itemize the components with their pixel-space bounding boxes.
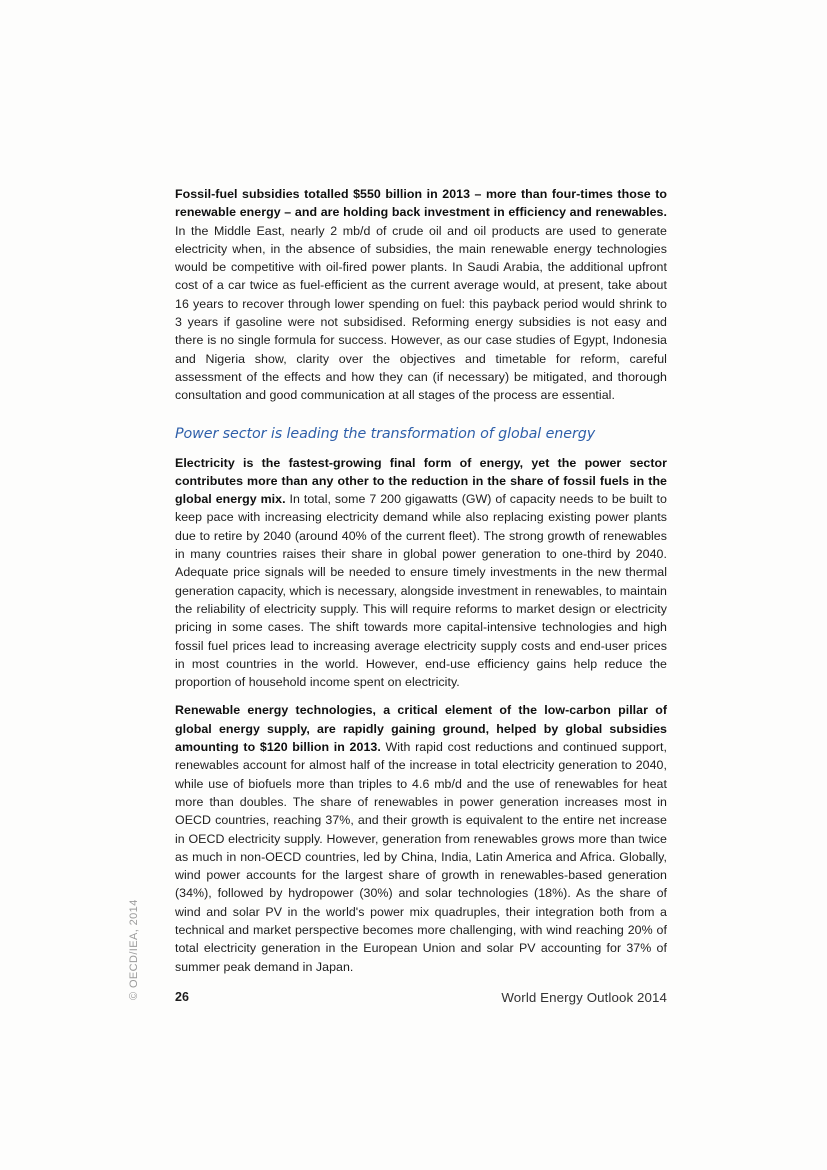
page-footer — [175, 990, 667, 1010]
paragraph-fossil-fuel-subsidies — [175, 185, 667, 405]
publication-title: World Energy Outlook 2014 — [501, 990, 667, 1005]
paragraph-lead: Renewable energy technologies, a critical element of the low-carbon pillar of global energy supply, are rapidly gaining ground, helped by global subsidies amounting to $120 billion in 2013. — [175, 703, 667, 755]
paragraph-lead: Electricity is the fastest-growing final form of energy, yet the power sector contributes more than any other to the reduction in the share of fossil fuels in the global energy mix. — [175, 455, 667, 507]
main-content — [175, 185, 667, 986]
copyright-margin-note: © OECD/IEA, 2014 — [128, 899, 140, 1000]
paragraph-electricity — [175, 454, 667, 692]
paragraph-body: In total, some 7 200 gigawatts (GW) of capacity needs to be built to keep pace with increasing electricity demand while also replacing existing power plants due to retire by 2040 (around 40% of the current fleet). The strong growth of renewables in many countries raises their share in global power generation to one-third by 2040. Adequate price signals will be needed to ensure timely investments in the new thermal generation capacity, which is necessary, alongside investment in renewables, to maintain the reliability of electricity supply. This will require reforms to market design or electricity pricing in some cases. The shift towards more capital-intensive technologies and high fossil fuel prices lead to increasing average electricity supply costs and end-user prices in most countries in the world. However, end-use efficiency gains help reduce the proportion of household income spent on electricity. — [175, 492, 667, 690]
section-heading: Power sector is leading the transformation of global energy — [175, 425, 596, 442]
paragraph-body: With rapid cost reductions and continued support, renewables account for almost half of the increase in total electricity generation to 2040, while use of biofuels more than triples to 4.6 mb/d and the use of renewables for heat more than doubles. The share of renewables in power generation increases most in OECD countries, reaching 37%, and their growth is equivalent to the entire net increase in OECD electricity supply. However, generation from renewables grows more than twice as much in non-OECD countries, led by China, India, Latin America and Africa. Globally, wind power accounts for the largest share of growth in renewables-based generation (34%), followed by hydropower (30%) and solar technologies (18%). As the share of wind and solar PV in the world's power mix quadruples, their integration both from a technical and market perspective becomes more challenging, with wind reaching 20% of total electricity generation in the European Union and solar PV accounting for 37% of summer peak demand in Japan. — [175, 740, 667, 974]
paragraph-lead: Fossil-fuel subsidies totalled $550 billion in 2013 – more than four-times those to renewable energy – and are holding back investment in efficiency and renewables. — [175, 187, 667, 220]
page-number: 26 — [175, 990, 189, 1004]
paragraph-body: In the Middle East, nearly 2 mb/d of crude oil and oil products are used to generate electricity when, in the absence of subsidies, the main renewable energy technologies would be competitive with oil-fired power plants. In Saudi Arabia, the additional upfront cost of a car twice as fuel-efficient as the current average would, at present, take about 16 years to recover through lower spending on fuel: this payback period would shrink to 3 years if gasoline were not subsidised. Reforming energy subsidies is not easy and there is no single formula for success. However, as our case studies of Egypt, Indonesia and Nigeria show, clarity over the objectives and timetable for reform, careful assessment of the effects and how they can (if necessary) be mitigated, and thorough consultation and good communication at all stages of the process are essential. — [175, 223, 667, 403]
paragraph-renewables — [175, 701, 667, 975]
